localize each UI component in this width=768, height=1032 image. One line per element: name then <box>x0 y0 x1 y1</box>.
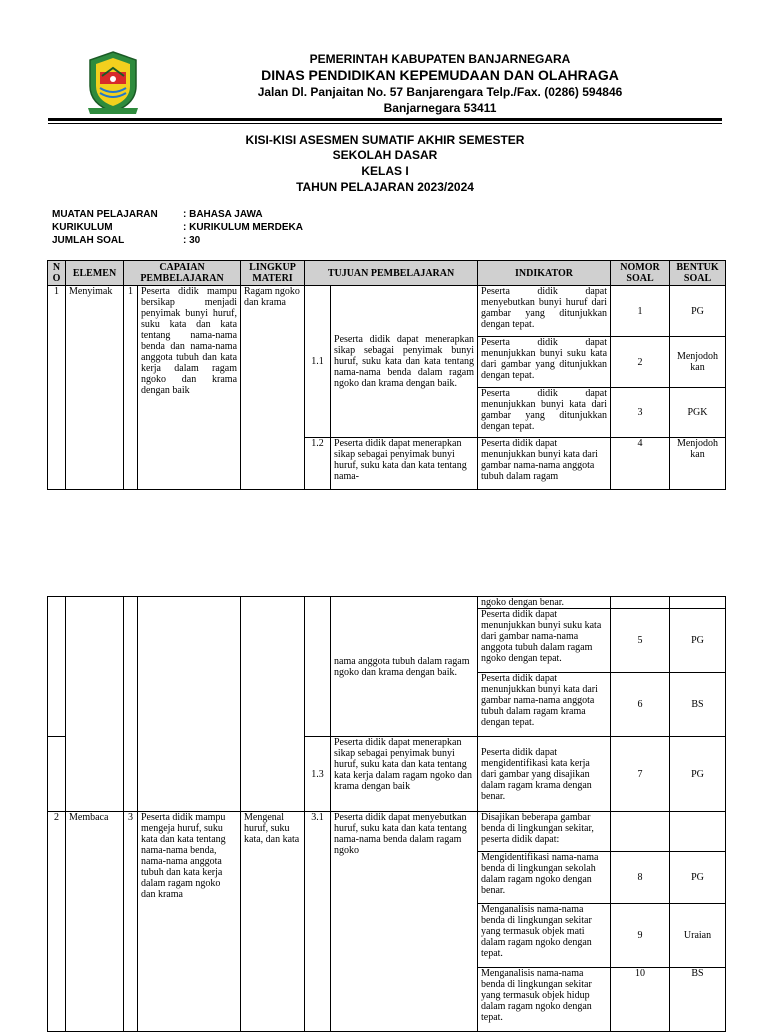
indikator-cell: Mengidentifikasi nama-nama benda di lingkungan sekolah dalam ragam ngoko dengan benar. <box>478 852 611 904</box>
indikator-cell: Menganalisis nama-nama benda di lingkungan sekitar yang termasuk objek hidup dalam ragam ngoko dengan tepat. <box>478 968 611 1032</box>
doc-title-line-3: KELAS I <box>361 164 409 178</box>
row-number-empty <box>48 737 66 812</box>
nomor-soal-cell: 9 <box>611 904 670 968</box>
indikator-intro-cell: Disajikan beberapa gambar benda di lingkungan sekitar, peserta didik dapat: <box>478 812 611 852</box>
col-indikator: INDIKATOR <box>478 261 611 286</box>
bentuk-soal-empty <box>670 812 726 852</box>
tujuan-cell: Peserta didik dapat menerapkan sikap sebagai penyimak bunyi huruf, suku kata dan kata tentang nama- <box>331 438 478 490</box>
capaian-cell: Peserta didik mampu mengeja huruf, suku kata dan kata tentang nama-nama benda, nama-nama anggota tubuh dan kata kerja dalam ragam ngoko dan krama <box>138 812 241 1032</box>
row-number-empty <box>48 597 66 737</box>
nomor-soal-cell: 10 <box>611 968 670 1032</box>
bentuk-soal-cell: PGK <box>670 388 726 438</box>
regency-crest-icon <box>84 50 142 116</box>
nomor-soal-cell: 6 <box>611 673 670 737</box>
bentuk-soal-cell: Menjodoh kan <box>670 438 726 490</box>
bentuk-soal-cell: BS <box>670 968 726 1032</box>
nomor-soal-cell: 8 <box>611 852 670 904</box>
bentuk-soal-cell: BS <box>670 673 726 737</box>
nomor-soal-cell: 1 <box>611 286 670 337</box>
bentuk-soal-cell: Uraian <box>670 904 726 968</box>
subject-value: : BAHASA JAWA <box>183 209 263 220</box>
question-count-label: JUMLAH SOAL <box>52 235 125 246</box>
curriculum-value: : KURIKULUM MERDEKA <box>183 222 303 233</box>
indikator-cell: Peserta didik dapat menunjukkan bunyi kata dari gambar nama-nama anggota tubuh dalam ragam krama dengan tepat. <box>478 673 611 737</box>
indikator-cell: Peserta didik dapat menunjukkan bunyi suku kata dari gambar yang ditunjukkan dengan tepat. <box>478 337 611 388</box>
doc-title-line-1: KISI-KISI ASESMEN SUMATIF AKHIR SEMESTER <box>245 133 525 147</box>
table-row <box>48 286 726 337</box>
col-elemen: ELEMEN <box>66 261 124 286</box>
elemen-cell: Membaca <box>66 812 124 1032</box>
elemen-cell: Menyimak <box>66 286 124 490</box>
col-no: N O <box>48 261 66 286</box>
col-bentuk-soal: BENTUK SOAL <box>670 261 726 286</box>
tp-number: 1.2 <box>305 438 331 490</box>
tujuan-cell: Peserta didik dapat menyebutkan huruf, suku kata dan kata tentang nama-nama benda dalam ragam ngoko <box>331 812 478 1032</box>
row-number: 1 <box>48 286 66 490</box>
nomor-soal-cell: 3 <box>611 388 670 438</box>
nomor-soal-empty <box>611 812 670 852</box>
col-capaian: CAPAIAN PEMBELAJARAN <box>124 261 241 286</box>
col-lingkup: LINGKUP MATERI <box>241 261 305 286</box>
tp-number: 1.1 <box>305 286 331 438</box>
institution-line-1: PEMERINTAH KABUPATEN BANJARNEGARA <box>309 52 571 66</box>
institution-line-2: DINAS PENDIDIKAN KEPEMUDAAN DAN OLAHRAGA <box>261 67 619 83</box>
bentuk-soal-cell: PG <box>670 609 726 673</box>
tp-number: 3.1 <box>305 812 331 1032</box>
question-count-value: : 30 <box>183 235 201 246</box>
nomor-soal-empty <box>611 597 670 609</box>
bentuk-soal-cell: Menjodoh kan <box>670 337 726 388</box>
lingkup-empty <box>241 597 305 812</box>
bentuk-soal-cell: PG <box>670 737 726 812</box>
cp-number-empty <box>124 597 138 812</box>
header-rule-thin <box>48 123 722 124</box>
tp-number: 1.3 <box>305 737 331 812</box>
institution-city: Banjarnegara 53411 <box>383 101 497 115</box>
cp-number: 3 <box>124 812 138 1032</box>
nomor-soal-cell: 7 <box>611 737 670 812</box>
indikator-cell: Peserta didik dapat menunjukkan bunyi kata dari gambar yang ditunjukkan dengan tepat. <box>478 388 611 438</box>
institution-address: Jalan Dl. Panjaitan No. 57 Banjarengara Telp./Fax. (0286) 594846 <box>257 85 623 99</box>
bentuk-soal-empty <box>670 597 726 609</box>
indikator-cell: Peserta didik dapat mengidentifikasi kata kerja dari gambar yang disajikan dalam ragam krama dengan benar. <box>478 737 611 812</box>
blueprint-table-page-2 <box>47 596 726 1032</box>
indikator-cell: Menganalisis nama-nama benda di lingkungan sekitar yang termasuk objek mati dalam ragam ngoko dengan tepat. <box>478 904 611 968</box>
cp-number: 1 <box>124 286 138 490</box>
capaian-cell: Peserta didik mampu bersikap menjadi penyimak bunyi huruf, suku kata dan kata tentang nama-nama benda dan nama-nama anggota tubuh dan kata kerja dalam ragam ngoko dan krama dengan baik <box>138 286 241 490</box>
subject-label: MUATAN PELAJARAN <box>52 209 158 220</box>
curriculum-label: KURIKULUM <box>52 222 113 233</box>
bentuk-soal-cell: PG <box>670 852 726 904</box>
table-row <box>48 597 726 609</box>
header-rule-thick <box>48 118 722 121</box>
nomor-soal-cell: 5 <box>611 609 670 673</box>
col-nomor-soal: NOMOR SOAL <box>611 261 670 286</box>
row-number: 2 <box>48 812 66 1032</box>
nomor-soal-cell: 2 <box>611 337 670 388</box>
tujuan-cell: Peserta didik dapat menerapkan sikap sebagai penyimak bunyi huruf, suku kata dan kata tentang nama-nama benda dalam ragam ngoko dan krama dengan baik. <box>331 286 478 438</box>
capaian-empty <box>138 597 241 812</box>
tp-number-empty <box>305 597 331 737</box>
nomor-soal-cell: 4 <box>611 438 670 490</box>
table-row <box>48 812 726 852</box>
doc-title-line-2: SEKOLAH DASAR <box>332 148 438 162</box>
indikator-cell: Peserta didik dapat menunjukkan bunyi suku kata dari gambar nama-nama anggota tubuh dalam ragam ngoko dengan tepat. <box>478 609 611 673</box>
lingkup-cell: Ragam ngoko dan krama <box>241 286 305 490</box>
tujuan-cell: nama anggota tubuh dalam ragam ngoko dan krama dengan baik. <box>331 597 478 737</box>
indikator-cell: Peserta didik dapat menyebutkan bunyi huruf dari gambar yang ditunjukkan dengan tepat. <box>478 286 611 337</box>
lingkup-cell: Mengenal huruf, suku kata, dan kata <box>241 812 305 1032</box>
elemen-empty <box>66 597 124 812</box>
col-tujuan: TUJUAN PEMBELAJARAN <box>305 261 478 286</box>
indikator-cell: Peserta didik dapat menunjukkan bunyi kata dari gambar nama-nama anggota tubuh dalam ragam <box>478 438 611 490</box>
indikator-cell: ngoko dengan benar. <box>478 597 611 609</box>
bentuk-soal-cell: PG <box>670 286 726 337</box>
tujuan-cell: Peserta didik dapat menerapkan sikap sebagai penyimak bunyi huruf, suku kata dan kata tentang kata kerja dalam ragam ngoko dan krama dengan baik <box>331 737 478 812</box>
table-header-row <box>48 261 726 286</box>
blueprint-table-page-1 <box>47 260 726 490</box>
doc-title-line-4: TAHUN PELAJARAN 2023/2024 <box>296 180 474 194</box>
